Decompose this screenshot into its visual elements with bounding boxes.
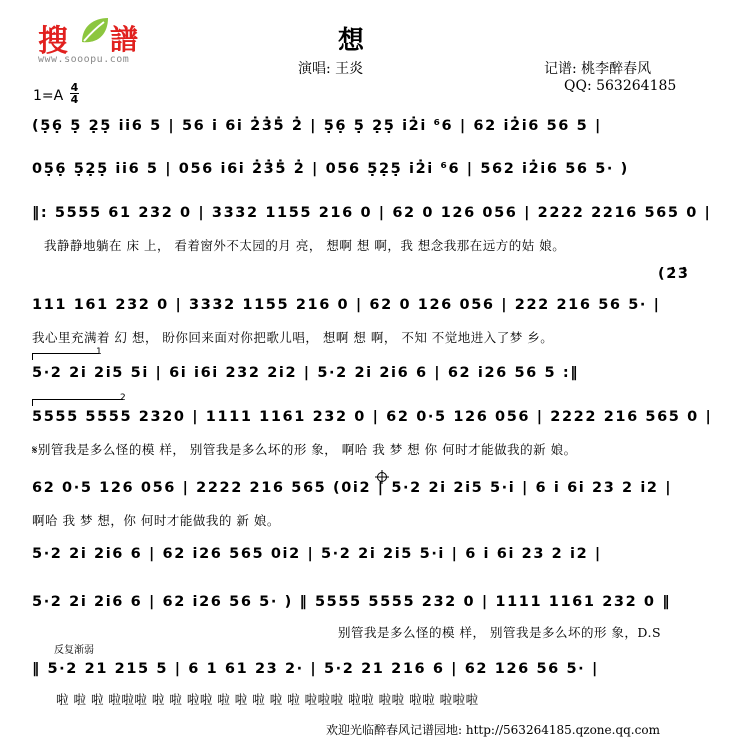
score-row-9: 5·2 2i 2i6 6 | 62 i26 56 5· ) ‖ 5555 5555 232 0 | 1111 1161 232 0 ‖ xyxy=(32,594,672,610)
key-signature: 1=A xyxy=(33,88,64,104)
score-row-5: 5·2 2i 2i5 5i | 6i i6i 232 2i2 | 5·2 2i 2i6 6 | 62 i26 56 5 :‖ xyxy=(32,365,580,381)
volta-2-bracket xyxy=(32,399,123,406)
pickup-notes: (2̇3̇ xyxy=(658,266,690,282)
score-row-6: 5555 5555 2320 | 1111 1161 232 0 | 62 0·5 126 056 | 2222 216 565 0 | xyxy=(32,409,713,425)
time-signature xyxy=(70,82,79,105)
lyrics-row-3: 我静静地躺在 床 上， 看着窗外不太园的月 亮， 想啊 想 啊，我 想念我那在远方的姑 娘。 xyxy=(44,238,566,253)
lyrics-row-10: 啦 啦 啦 啦啦啦 啦 啦 啦啦 啦 啦 啦 啦 啦 啦啦啦 啦啦 啦啦 啦啦 啦啦啦 xyxy=(56,692,479,707)
song-title: 想 xyxy=(338,26,365,56)
score-row-1: (5̣6̣ 5̣ 2̣5̣ i̇i̇6 5 | 56 i̇ 6i̇ 2̇3̇5̇ 2̇ | 5̣6̣ 5̣ 2̣5̣ i̇2̇i̇ ⁶6 | 62 i̇2̇i̇6 56 5 | xyxy=(32,118,602,134)
score-row-4: 111 161 232 0 | 3332 1155 216 0 | 62 0 126 056 | 222 216 56 5· | xyxy=(32,297,661,313)
lyrics-row-7: 啊哈 我 梦 想，你 何时才能做我的 新 娘。 xyxy=(32,513,280,528)
time-signature-bottom: 4 xyxy=(70,93,79,106)
sooopu-logo xyxy=(38,14,150,72)
lyrics-row-4: 我心里充满着 幻 想， 盼你回来面对你把歌儿唱， 想啊 想 啊， 不知 不觉地进入了梦 乡。 xyxy=(32,330,554,345)
footer-credit: 欢迎光临醉春风记谱园地: http://563264185.qzone.qq.com xyxy=(326,723,660,737)
singer-credit: 演唱: 王炎 xyxy=(298,61,364,77)
recorder-credit: 记谱: 桃李醉春风 xyxy=(544,61,652,77)
score-row-8: 5·2 2i 2i6 6 | 62 i26 565 0i2 | 5·2 2i 2i5 5·i | 6 i 6i 23 2 i2 | xyxy=(32,546,602,562)
score-row-7: 62 0·5 126 056 | 2222 216 565 (0i2 | 5·2 2i 2i5 5·i | 6 i 6i 23 2 i2 | xyxy=(32,480,673,496)
score-row-3: ‖: 5555 61 232 0 | 3332 1155 216 0 | 62 0 126 056 | 2222 2216 565 0 | xyxy=(32,205,712,221)
volta-1-bracket xyxy=(32,353,99,360)
logo-char-pu: 譜 xyxy=(110,23,139,56)
leaf-icon xyxy=(78,14,112,48)
score-row-2: 05̣6̣ 5̣2̣5̣ i̇i̇6 5 | 056 i̇6i̇ 2̇3̇5̇ 2̇ | 056 5̣2̣5̣ i̇2̇i̇ ⁶6 | 562 i̇2̇i̇6 56 5· ) xyxy=(32,161,629,177)
lyrics-row-9: 别管我是多么怪的模 样， 别管我是多么坏的形 象，D.S xyxy=(338,625,662,640)
logo-url: www.sooopu.com xyxy=(38,54,130,65)
lyrics-row-6: 𝄋别管我是多么怪的模 样， 别管我是多么坏的形 象， 啊哈 我 梦 想 你 何时才能做我的新 娘。 xyxy=(32,442,577,457)
volta-1-label: 1 xyxy=(96,347,102,357)
volta-2-label: 2 xyxy=(120,393,126,403)
score-row-10: ‖ 5·2 21 215 5 | 6 1 61 23 2· | 5·2 21 216 6 | 62 126 56 5· | xyxy=(32,661,599,677)
dynamics-marking: 反复渐弱 xyxy=(54,645,94,656)
logo-char-sou: 搜 xyxy=(38,24,69,59)
time-signature-top: 4 xyxy=(70,81,79,94)
qq-number: QQ: 563264185 xyxy=(564,78,677,94)
